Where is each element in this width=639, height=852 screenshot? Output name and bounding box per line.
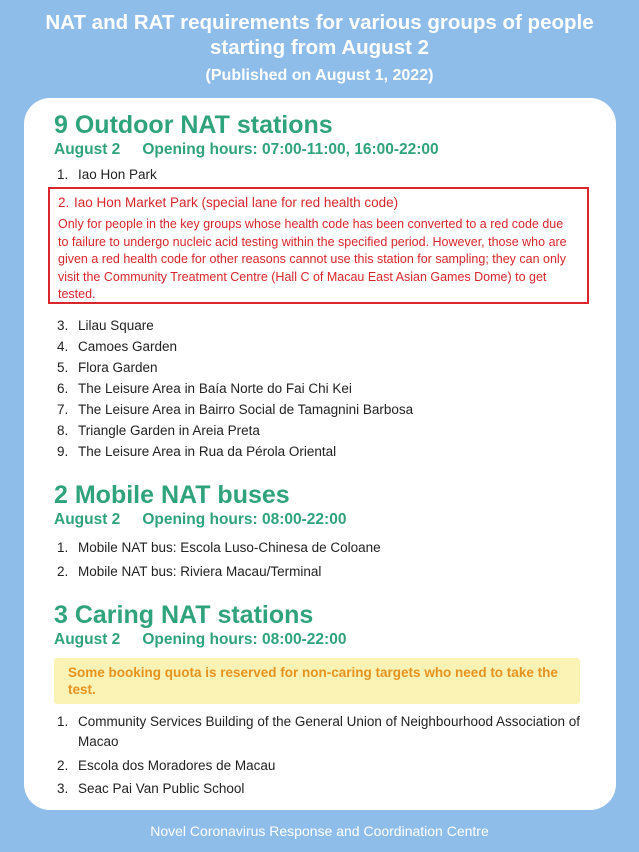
outdoor-date: August 2 — [54, 141, 121, 158]
page-title-line1: NAT and RAT requirements for various groups of people — [45, 11, 594, 34]
outdoor-list — [54, 317, 594, 460]
header — [0, 10, 639, 87]
list-item: 7. The Leisure Area in Bairro Social de Tamagnini Barbosa — [57, 402, 414, 417]
list-item: 3. Lilau Square — [57, 318, 154, 333]
list-item: 1. Community Services Building of the General Union of Neighbourhood Association of Macao — [57, 714, 581, 749]
list-item: 1. Iao Hon Park — [57, 167, 157, 182]
mobile-title: 2 Mobile NAT buses — [54, 481, 290, 509]
red-code-station-note: Only for people in the key groups whose health code has been converted to a red code due to failure to undergo nucleic acid testing within the specified period. However, those who are given a red health code for other reasons cannot use this station for sampling; they can only visit the Community Treatment Centre (Hall C of Macau East Asian Games Dome) to get tested. — [58, 217, 567, 301]
caring-title: 3 Caring NAT stations — [54, 601, 314, 629]
red-code-station-title: 2. Iao Hon Market Park (special lane for red health code) — [58, 195, 399, 210]
mobile-date: August 2 — [54, 511, 121, 528]
mobile-list — [54, 539, 594, 580]
caring-hours: Opening hours: 08:00-22:00 — [142, 631, 347, 648]
list-item: 5. Flora Garden — [57, 360, 158, 375]
mobile-hours: Opening hours: 08:00-22:00 — [142, 511, 347, 528]
outdoor-schedule — [54, 140, 594, 160]
list-item: 6. The Leisure Area in Baía Norte do Fai Chi Kei — [57, 381, 352, 396]
outdoor-list-top — [54, 166, 594, 183]
footer-organization: Novel Coronavirus Response and Coordination Centre — [150, 823, 489, 839]
booking-quota-notice: Some booking quota is reserved for non-caring targets who need to take the test. — [54, 658, 580, 704]
caring-list — [54, 712, 584, 797]
mobile-schedule — [54, 510, 594, 530]
list-item: 2. Escola dos Moradores de Macau — [57, 758, 276, 773]
caring-date: August 2 — [54, 631, 121, 648]
outdoor-title: 9 Outdoor NAT stations — [54, 111, 333, 139]
list-item: 1. Mobile NAT bus: Escola Luso-Chinesa de Coloane — [57, 540, 381, 555]
list-item: 4. Camoes Garden — [57, 339, 178, 354]
mobile-section — [54, 480, 594, 530]
list-item: 9. The Leisure Area in Rua da Pérola Oriental — [57, 444, 337, 459]
red-code-station-box — [48, 187, 589, 304]
list-item: 8. Triangle Garden in Areia Preta — [57, 423, 260, 438]
published-date: (Published on August 1, 2022) — [205, 67, 434, 84]
content-card — [24, 98, 616, 810]
list-item: 2. Mobile NAT bus: Riviera Macau/Terminal — [57, 564, 322, 579]
outdoor-hours: Opening hours: 07:00-11:00, 16:00-22:00 — [142, 141, 439, 158]
list-item: 3. Seac Pai Van Public School — [57, 781, 245, 796]
outdoor-section — [54, 110, 594, 160]
caring-schedule — [54, 630, 594, 650]
page-title-line2: starting from August 2 — [209, 36, 430, 59]
caring-section — [54, 600, 594, 650]
